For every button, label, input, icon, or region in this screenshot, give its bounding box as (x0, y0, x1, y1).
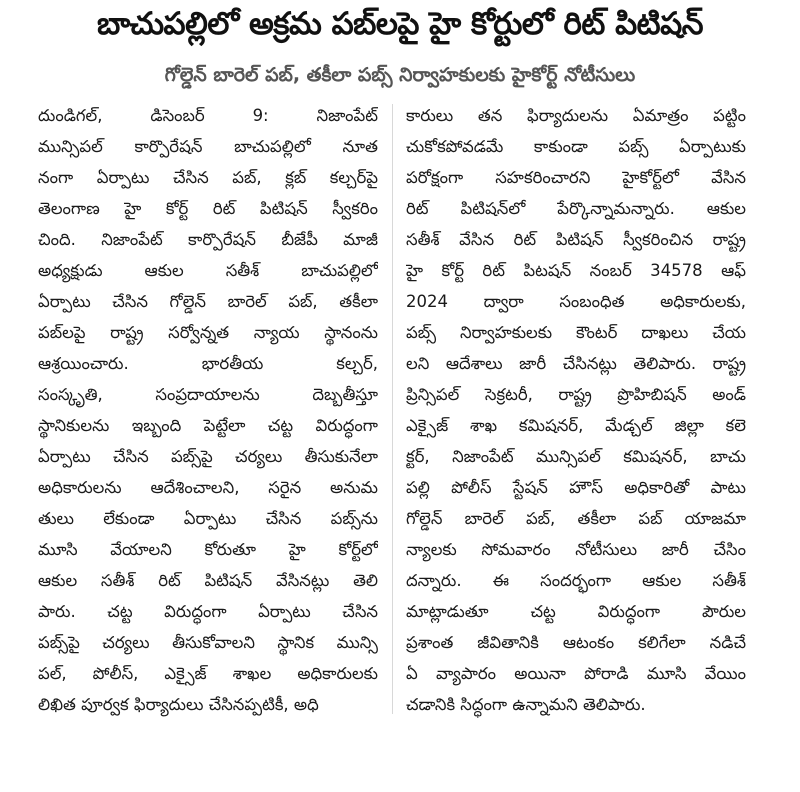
text-line: చడానికి సిద్ధంగా ఉన్నామని తెలిపారు. (406, 695, 646, 714)
text-line: లని ఆదేశాలు జారీ చేసినట్లు తెలిపారు. రాష్ట్ర (406, 354, 746, 373)
text-line: పారు. చట్ట విరుద్ధంగా ఏర్పాటు చేసిన (38, 602, 378, 621)
text-line: సంస్కృతి, సంప్రదాయాలను దెబ్బతీస్తూ (38, 385, 378, 404)
text-line: దుండిగల్, డిసెంబర్ 9: నిజాంపేట్ (38, 106, 378, 125)
text-line: ప్రశాంత జీవితానికి ఆటంకం కలిగేలా నడిచే (406, 633, 746, 652)
text-line: తెలంగాణ హై కోర్ట్ రిట్ పిటిషన్ స్వీకరిం (38, 199, 378, 218)
text-line: చుకోకపోవడమే కాకుండా పబ్స్ ఏర్పాటుకు (406, 137, 746, 156)
article-column-right (406, 100, 746, 720)
text-line: మున్సిపల్ కార్పొరేషన్ బాచుపల్లిలో నూత (38, 137, 378, 156)
text-line: ప్రిన్సిపల్ సెక్రటరీ, రాష్ట్ర ప్రొహిబిషన్ అండ్ (406, 385, 746, 404)
text-line: పబ్‌లపై రాష్ట్ర సర్వోన్నత న్యాయ స్థానంను (38, 323, 378, 342)
text-line: ఆశ్రయించారు. భారతీయ కల్చర్, (38, 354, 378, 373)
text-line: అధ్యక్షుడు ఆకుల సతీశ్ బాచుపల్లిలో (38, 261, 378, 280)
text-line: పల్లి పోలీస్ స్టేషన్ హౌస్ అధికారితో పాటు (406, 478, 746, 497)
article-column-left (38, 100, 378, 720)
column-divider (392, 104, 393, 714)
text-line: తులు లేకుండా ఏర్పాటు చేసిన పబ్స్‌ను (38, 509, 378, 528)
text-line: పబ్స్ నిర్వాహకులకు కౌంటర్ దాఖలు చేయ (406, 323, 746, 342)
text-line: అధికారులను ఆదేశించాలని, సరైన అనుమ (38, 478, 378, 497)
text-line: 2024 ద్వారా సంబంధిత అధికారులకు, (406, 292, 746, 311)
text-line: మూసి వేయాలని కోరుతూ హై కోర్ట్‌లో (38, 540, 378, 559)
text-line: ఆకుల సతీశ్ రిట్ పిటిషన్ వేసినట్లు తెలి (38, 571, 378, 590)
text-line: ఎక్సైజ్ శాఖ కమిషనర్, మేడ్చల్ జిల్లా కలె (406, 416, 746, 435)
text-line: ఏర్పాటు చేసిన గోల్డెన్ బారెల్ పబ్, తకీలా (38, 292, 378, 311)
text-line: పల్, పోలీస్, ఎక్సైజ్ శాఖల అధికారులకు (38, 664, 378, 683)
text-line: న్యాలకు సోమవారం నోటీసులు జారీ చేసిం (406, 540, 746, 559)
text-line: స్థానికులను ఇబ్బంది పెట్టేలా చట్ట విరుద్ధంగా (38, 416, 378, 435)
text-line: మాట్లాడుతూ చట్ట విరుద్ధంగా పౌరుల (406, 602, 746, 621)
text-line: పరోక్షంగా సహకరించారని హైకోర్ట్‌లో వేసిన (406, 168, 746, 187)
text-line: సతీశ్ వేసిన రిట్ పిటిషన్ స్వీకరించిన రాష్ట్ర (406, 230, 746, 249)
text-line: ఏర్పాటు చేసిన పబ్స్‌పై చర్యలు తీసుకునేలా (38, 447, 378, 466)
text-line: హై కోర్ట్ రిట్ పిటషన్ నంబర్ 34578 ఆఫ్ (406, 261, 746, 280)
text-line: లిఖిత పూర్వక ఫిర్యాదులు చేసినప్పటికీ, అధి (38, 695, 319, 714)
text-line: పబ్స్‌పై చర్యలు తీసుకోవాలని స్థానిక మున్సి (38, 633, 378, 652)
text-line: చింది. నిజాంపేట్ కార్పొరేషన్ బీజేపీ మాజీ (38, 230, 378, 249)
text-line: ఏ వ్యాపారం అయినా పోరాడి మూసి వేయిం (406, 664, 746, 683)
text-line: నంగా ఏర్పాటు చేసిన పబ్, క్లబ్ కల్చర్‌పై (38, 168, 378, 187)
text-line: కారులు తన ఫిర్యాదులను ఏమాత్రం పట్టిం (406, 106, 746, 125)
article-subheadline: గోల్డెన్ బారెల్ పబ్, తకీలా పబ్స్ నిర్వాహకులకు హైకోర్ట్ నోటీసులు (164, 64, 636, 86)
newspaper-clipping (30, 0, 770, 740)
text-line: గోల్డెన్ బారెల్ పబ్, తకీలా పబ్ యాజమా (406, 509, 746, 528)
text-line: రిట్ పిటిషన్‌లో పేర్కొన్నామన్నారు. ఆకుల (406, 199, 746, 218)
article-body (38, 100, 746, 720)
article-headline: బాచుపల్లిలో అక్రమ పబ్‌లపై హై కోర్టులో రిట్ పిటిషన్ (97, 6, 703, 42)
text-line: క్టర్, నిజాంపేట్ మున్సిపల్ కమిషనర్, బాచు (406, 447, 746, 466)
text-line: దన్నారు. ఈ సందర్భంగా ఆకుల సతీశ్ (406, 571, 746, 590)
